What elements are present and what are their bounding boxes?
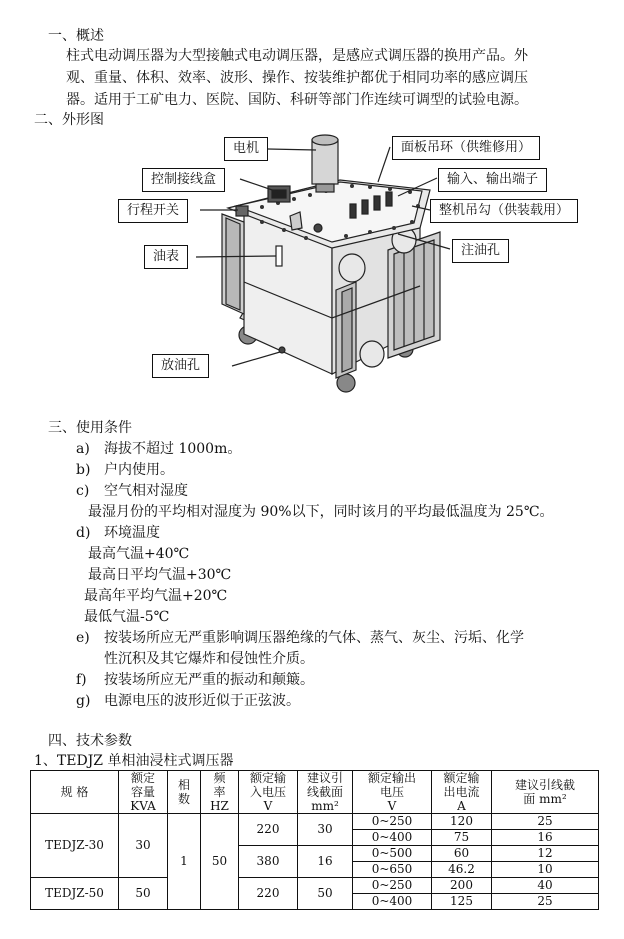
label-io-terminal: 输入、输出端子	[438, 168, 547, 192]
header-output-wire: 建议引线截 面 mm²	[492, 771, 599, 814]
cond-d-mark: d)	[76, 525, 91, 541]
temp-max: 最高气温+40℃	[88, 546, 190, 562]
output-wire: 40	[492, 878, 599, 894]
spec-table	[30, 770, 599, 910]
output-voltage: 0~500	[353, 846, 432, 862]
cond-e-text: 按装场所应无严重影响调压器绝缘的气体、蒸气、灰尘、污垢、化学	[104, 630, 524, 646]
cond-c-text: 空气相对湿度	[104, 483, 188, 499]
input-wire: 30	[298, 814, 353, 846]
section-2-heading: 二、外形图	[34, 112, 104, 128]
output-wire: 16	[492, 830, 599, 846]
input-voltage: 220	[239, 814, 298, 846]
header-output-current: 额定输 出电流 A	[432, 771, 492, 814]
cond-a-mark: a)	[76, 441, 90, 457]
output-wire: 12	[492, 846, 599, 862]
header-output-voltage: 额定输出 电压 V	[353, 771, 432, 814]
section-3-heading: 三、使用条件	[48, 420, 132, 436]
output-current: 75	[432, 830, 492, 846]
header-input-voltage: 额定输 入电压 V	[239, 771, 298, 814]
model-name: TEDJZ-50	[31, 878, 119, 910]
label-oil-fill: 注油孔	[452, 239, 509, 263]
header-model: 规 格	[31, 771, 119, 814]
phase-value: 1	[168, 814, 201, 910]
label-hook: 整机吊勾（供装载用）	[430, 199, 578, 223]
output-wire: 25	[492, 894, 599, 910]
table-row	[31, 814, 599, 830]
cond-c-detail: 最湿月份的平均相对湿度为 90%以下，同时该月的平均最低温度为 25℃。	[88, 504, 554, 520]
output-wire: 10	[492, 862, 599, 878]
header-frequency: 频 率 HZ	[201, 771, 239, 814]
model-capacity: 50	[119, 878, 168, 910]
output-voltage: 0~400	[353, 830, 432, 846]
overview-line-2: 观、重量、体积、效率、波形、操作、按装维护都优于相同功率的感应调压	[66, 70, 528, 86]
output-current: 125	[432, 894, 492, 910]
label-oil-drain: 放油孔	[152, 354, 209, 378]
input-voltage: 220	[239, 878, 298, 910]
output-voltage: 0~650	[353, 862, 432, 878]
cond-e-mark: e)	[76, 630, 90, 646]
input-wire: 50	[298, 878, 353, 910]
cond-d-text: 环境温度	[104, 525, 160, 541]
temp-daily-avg: 最高日平均气温+30℃	[88, 567, 232, 583]
table-row	[31, 878, 599, 894]
output-voltage: 0~250	[353, 878, 432, 894]
table-header-row	[31, 771, 599, 814]
input-voltage: 380	[239, 846, 298, 878]
section-4-heading: 四、技术参数	[48, 733, 132, 749]
input-wire: 16	[298, 846, 353, 878]
header-input-wire: 建议引 线截面 mm²	[298, 771, 353, 814]
overview-line-1: 柱式电动调压器为大型接触式电动调压器，是感应式调压器的换用产品。外	[66, 48, 528, 64]
output-voltage: 0~250	[353, 814, 432, 830]
section-1-heading: 一、概述	[48, 28, 104, 44]
cond-g-mark: g)	[76, 693, 91, 709]
output-wire: 25	[492, 814, 599, 830]
cond-g-text: 电源电压的波形近似于正弦波。	[104, 693, 300, 709]
label-motor: 电机	[224, 137, 268, 161]
frequency-value: 50	[201, 814, 239, 910]
model-name: TEDJZ-30	[31, 814, 119, 878]
output-voltage: 0~400	[353, 894, 432, 910]
cond-f-text: 按装场所应无严重的振动和颠簸。	[104, 672, 314, 688]
cond-c-mark: c)	[76, 483, 90, 499]
cond-e-continued: 性沉积及其它爆炸和侵蚀性介质。	[104, 651, 314, 667]
cond-b-text: 户内使用。	[104, 462, 174, 478]
table-subheading: 1、TEDJZ 单相油浸柱式调压器	[34, 753, 234, 769]
output-current: 46.2	[432, 862, 492, 878]
overview-line-3: 器。适用于工矿电力、医院、国防、科研等部门作连续可调型的试验电源。	[66, 92, 528, 108]
model-capacity: 30	[119, 814, 168, 878]
output-current: 60	[432, 846, 492, 862]
temp-yearly-avg: 最高年平均气温+20℃	[84, 588, 228, 604]
label-control-box: 控制接线盒	[142, 168, 225, 192]
label-panel-ring: 面板吊环（供维修用）	[392, 136, 540, 160]
header-capacity: 额定 容量 KVA	[119, 771, 168, 814]
label-travel-switch: 行程开关	[118, 199, 188, 223]
cond-b-mark: b)	[76, 462, 91, 478]
output-current: 120	[432, 814, 492, 830]
header-phase: 相 数	[168, 771, 201, 814]
output-current: 200	[432, 878, 492, 894]
cond-f-mark: f)	[76, 672, 87, 688]
cond-a-text: 海拔不超过 1000m。	[104, 441, 242, 457]
temp-min: 最低气温-5℃	[84, 609, 170, 625]
label-oil-gauge: 油表	[144, 245, 188, 269]
